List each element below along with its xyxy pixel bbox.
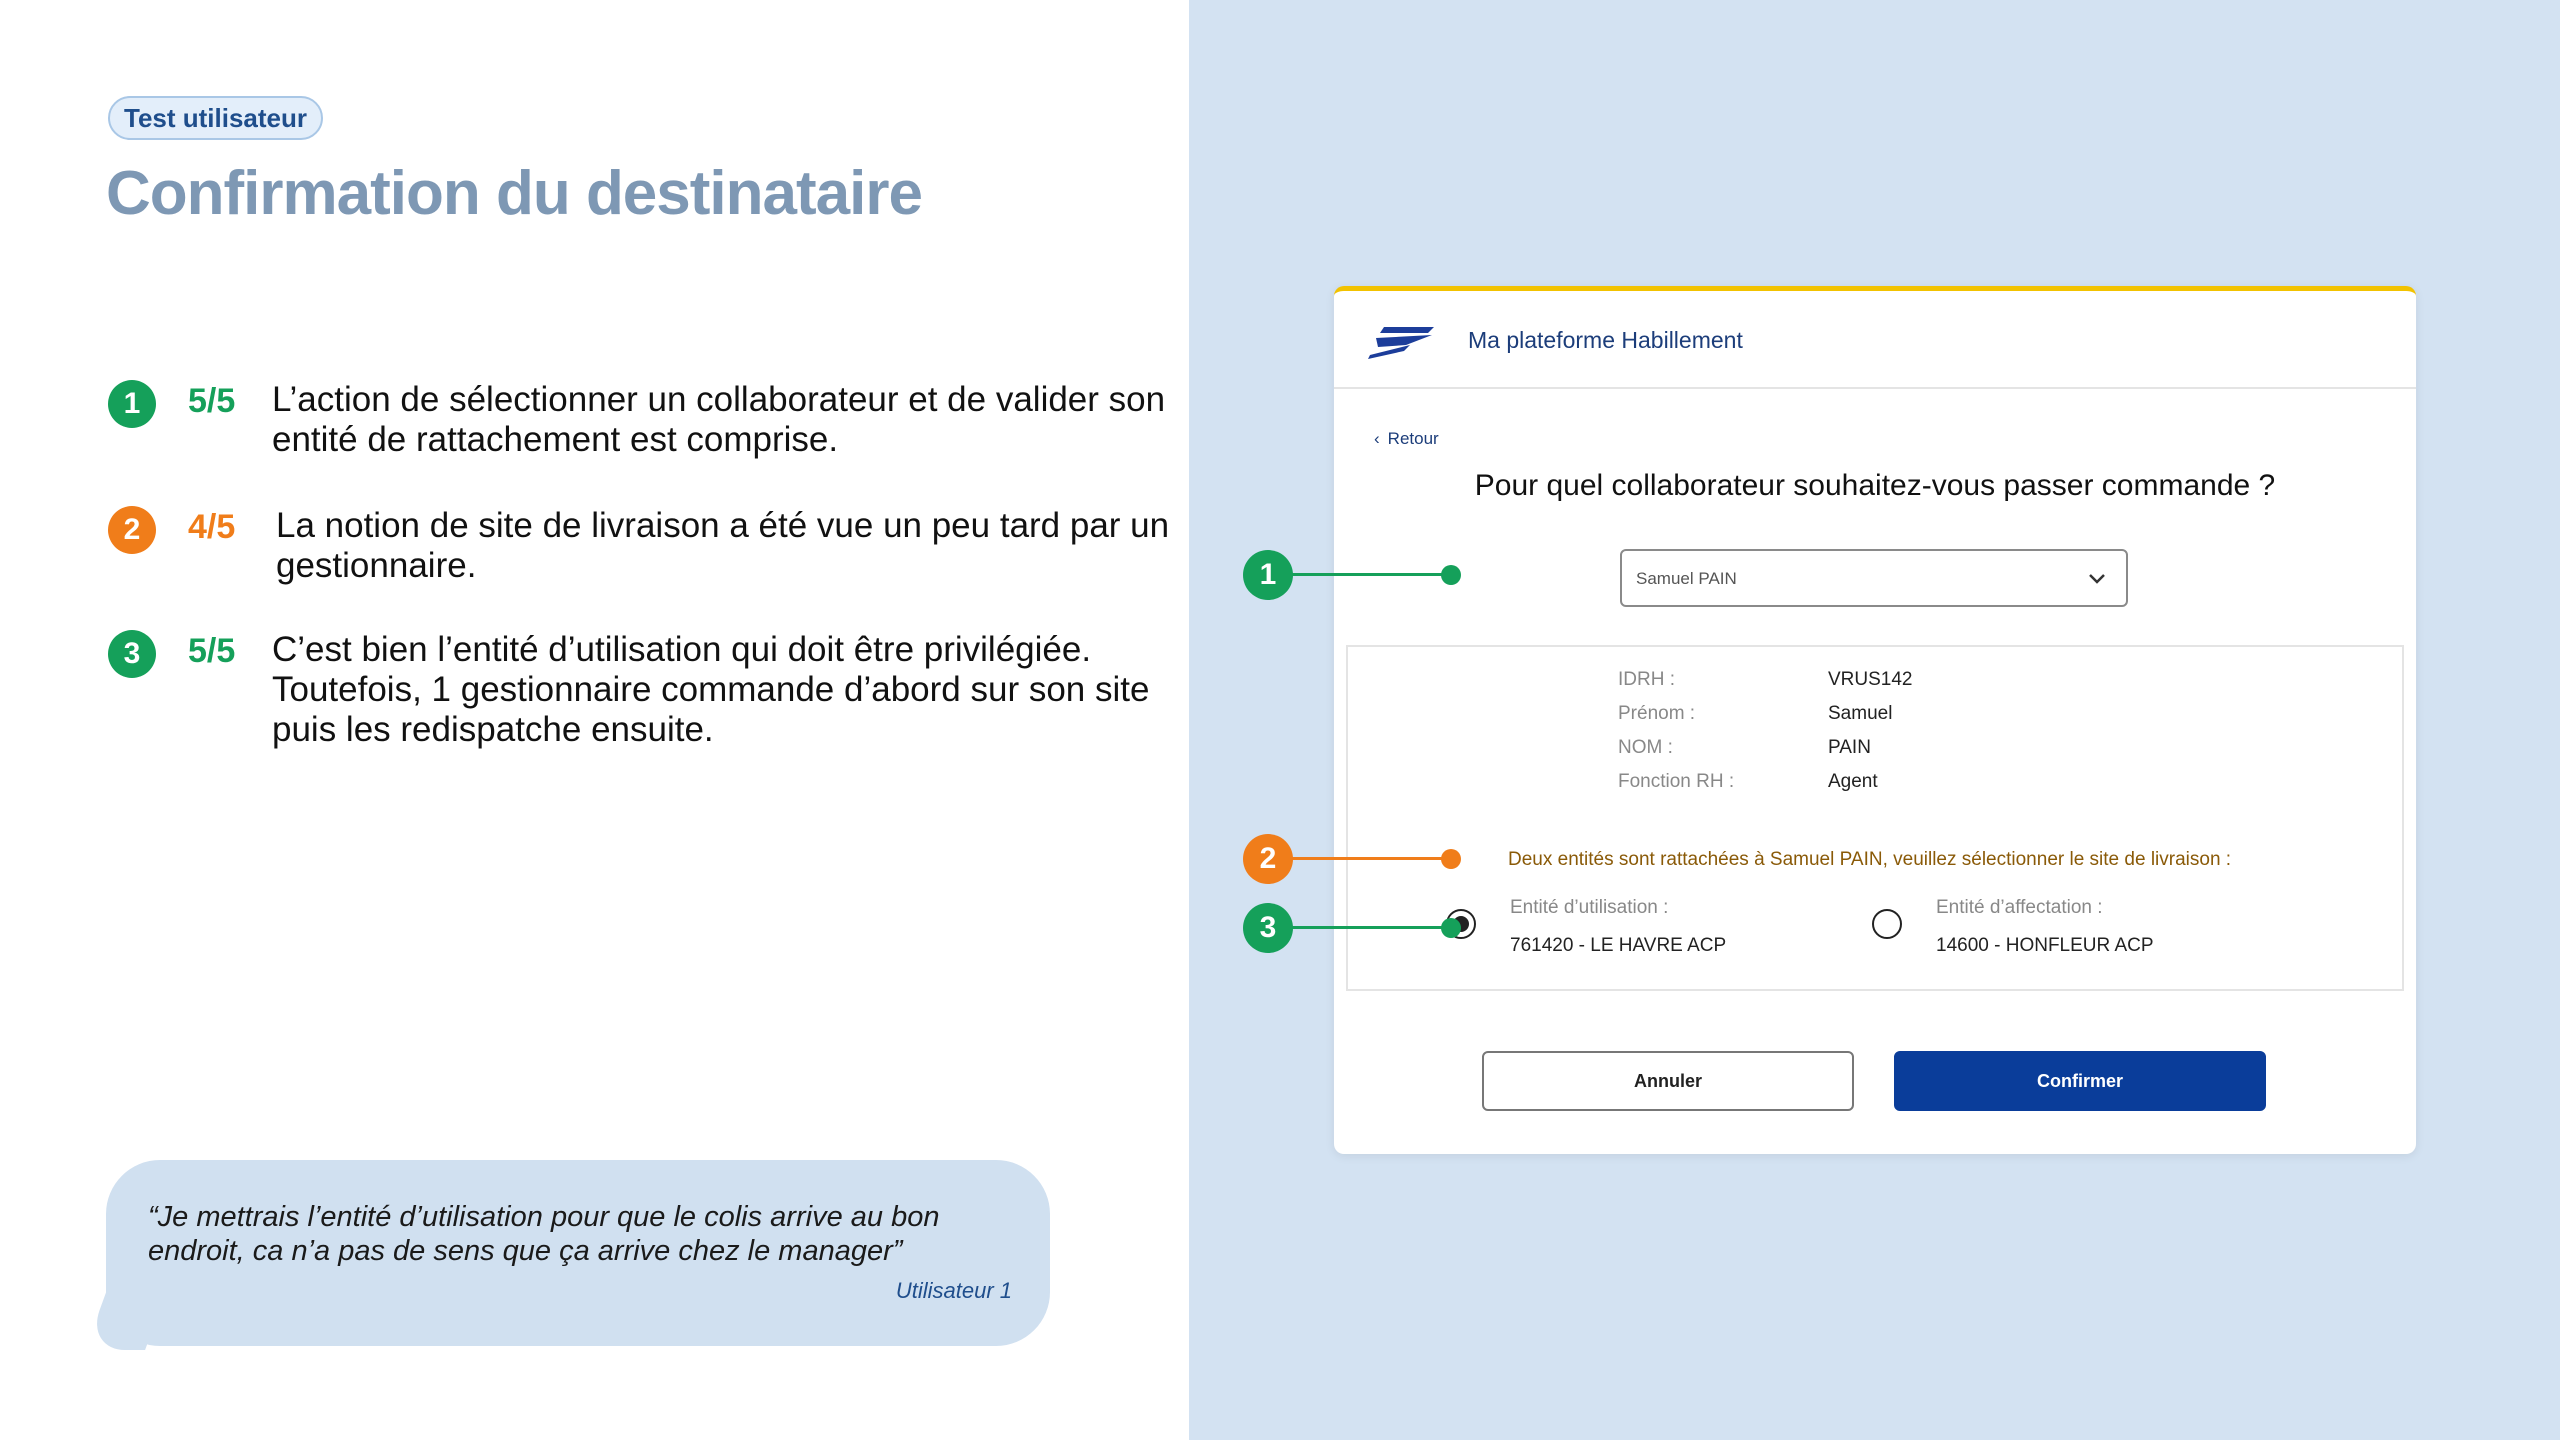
test-tag: Test utilisateur	[108, 96, 323, 140]
collaborator-info-panel	[1346, 645, 2404, 991]
quote-text: “Je mettrais l’entité d’utilisation pour que le colis arrive au bon endroit, ca n’a pas de sens que ça arrive chez le manager”	[148, 1201, 940, 1267]
cancel-button[interactable]: Annuler	[1482, 1051, 1854, 1111]
back-link[interactable]	[1374, 429, 1439, 449]
quote-author: Utilisateur 1	[895, 1278, 1012, 1303]
field-value: Agent	[1828, 771, 1878, 792]
delivery-warning: Deux entités sont rattachées à Samuel PAIN, veuillez sélectionner le site de livraison :	[1508, 849, 2232, 870]
chevron-down-icon	[2086, 567, 2108, 589]
finding-text: L’action de sélectionner un collaborateur et de valider son entité de rattachement est comprise.	[272, 380, 1166, 459]
field-label: IDRH :	[1618, 669, 1675, 690]
field-value: VRUS142	[1828, 669, 1913, 690]
field-value: PAIN	[1828, 737, 1871, 758]
finding-number: 1	[108, 380, 156, 428]
field-value: Samuel	[1828, 703, 1893, 724]
finding-score: 5/5	[188, 632, 236, 670]
option-label: Entité d’utilisation :	[1510, 897, 1669, 918]
option-value: 761420 - LE HAVRE ACP	[1510, 935, 1727, 956]
finding-number: 3	[108, 630, 156, 678]
callout-badge-2: 2	[1243, 834, 1293, 884]
finding-score: 4/5	[188, 508, 236, 546]
field-label: Fonction RH :	[1618, 771, 1735, 792]
finding-1	[108, 380, 1166, 470]
app-window	[1334, 286, 2416, 1154]
finding-text-line: C’est bien l’entité d’utilisation qui doit être privilégiée.	[272, 630, 1092, 669]
app-header	[1334, 291, 2416, 389]
page-title: Confirmation du destinataire	[106, 159, 922, 228]
callout-line	[1290, 573, 1450, 576]
callout-line	[1290, 926, 1450, 929]
collaborator-select[interactable]	[1620, 549, 2128, 607]
finding-text	[272, 630, 1182, 750]
select-value: Samuel PAIN	[1636, 569, 1737, 588]
chevron-left-icon: ‹	[1374, 429, 1380, 448]
finding-text-line: Toutefois, 1 gestionnaire commande d’abord sur son site puis les redispatche ensuite.	[272, 670, 1150, 749]
field-label: Prénom :	[1618, 703, 1696, 724]
callout-line	[1290, 857, 1450, 860]
left-panel	[0, 0, 1189, 1440]
finding-2	[108, 506, 1170, 596]
finding-text: La notion de site de livraison a été vue un peu tard par un gestionnaire.	[276, 506, 1170, 585]
back-label: Retour	[1387, 429, 1439, 448]
question-heading: Pour quel collaborateur souhaitez-vous passer commande ?	[1474, 469, 2276, 502]
la-poste-logo-icon	[1366, 321, 1438, 361]
app-title: Ma plateforme Habillement	[1468, 327, 1743, 353]
finding-number: 2	[108, 506, 156, 554]
finding-3	[108, 630, 1150, 790]
finding-score: 5/5	[188, 382, 236, 420]
callout-dot	[1441, 849, 1461, 869]
callout-dot	[1441, 565, 1461, 585]
callout-badge-1: 1	[1243, 550, 1293, 600]
field-label: NOM :	[1618, 737, 1673, 758]
option-value: 14600 - HONFLEUR ACP	[1936, 935, 2154, 956]
callout-dot	[1441, 918, 1461, 938]
quote-bubble	[106, 1160, 1050, 1346]
option-label: Entité d’affectation :	[1936, 897, 2103, 918]
confirm-button[interactable]: Confirmer	[1894, 1051, 2266, 1111]
callout-badge-3: 3	[1243, 903, 1293, 953]
radio-entite-affectation[interactable]	[1872, 909, 1902, 939]
